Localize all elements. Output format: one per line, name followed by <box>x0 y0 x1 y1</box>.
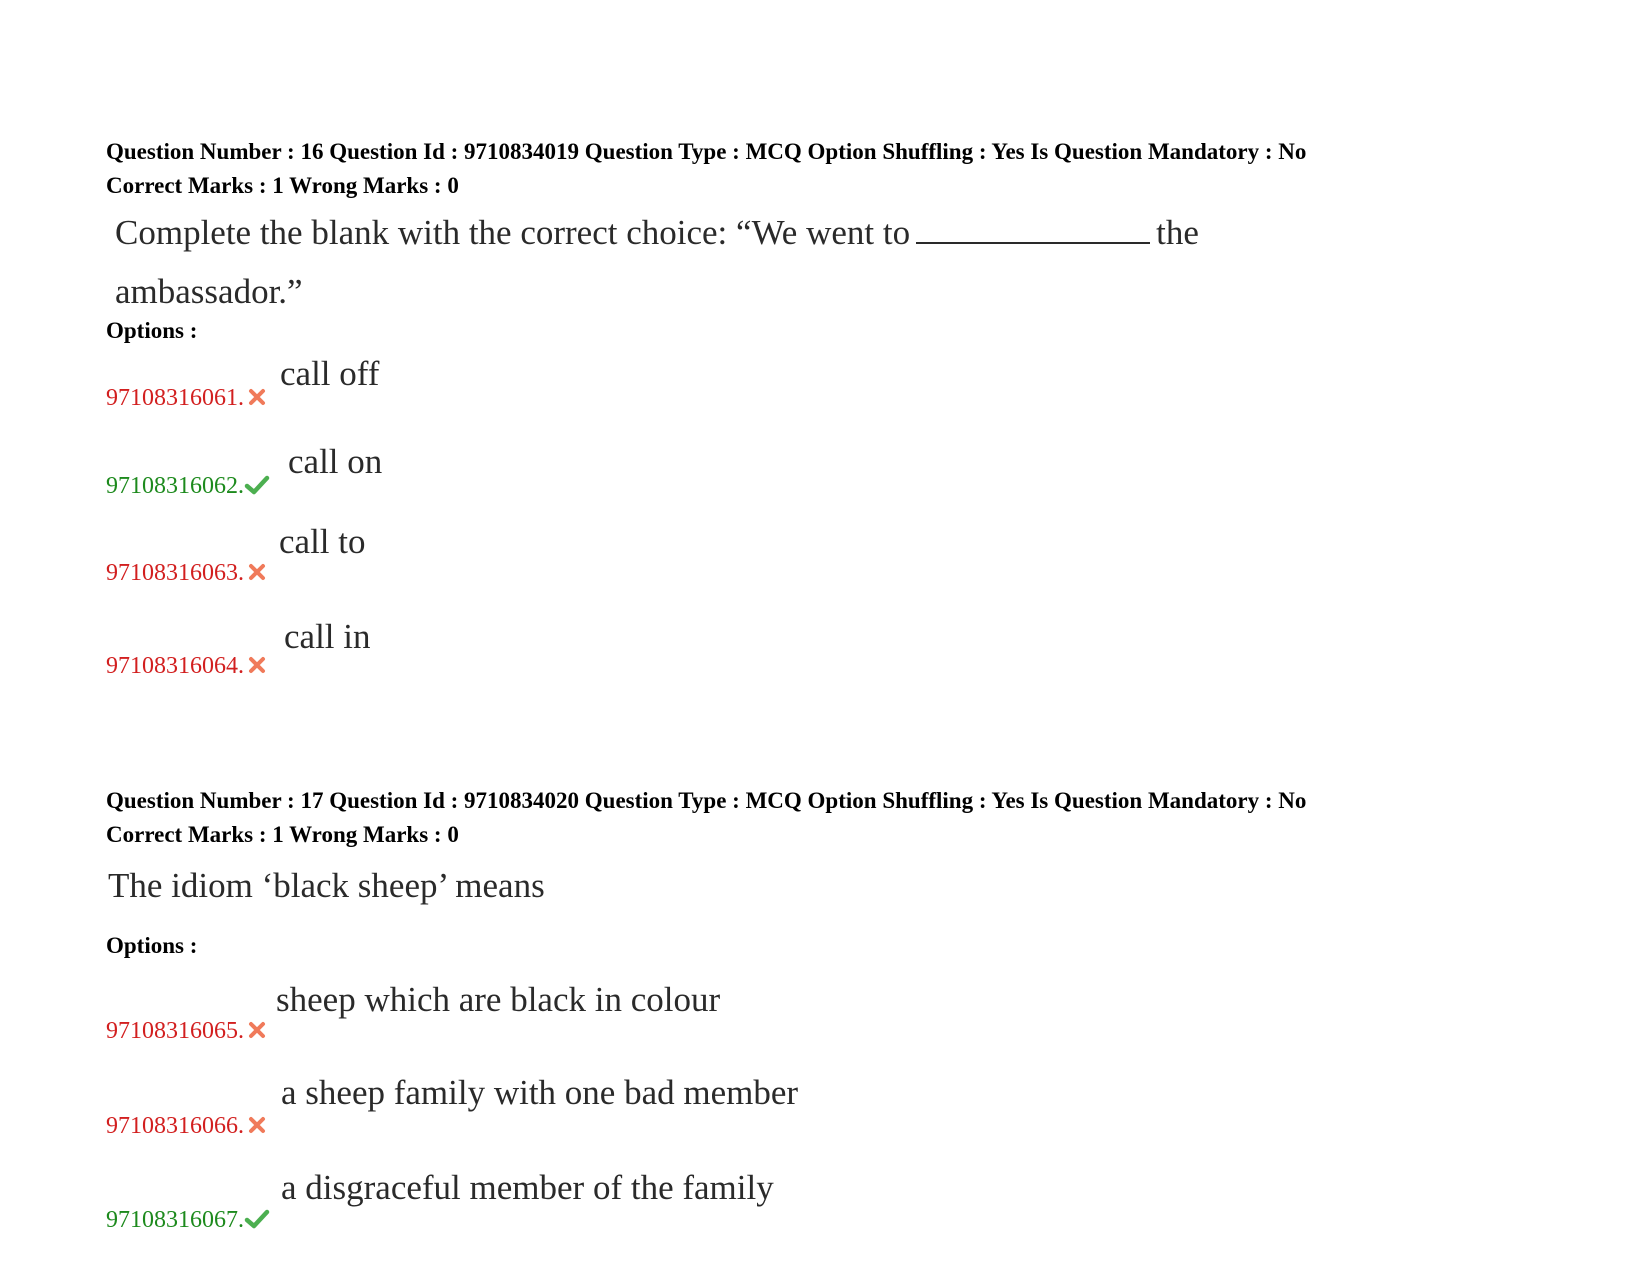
marks-meta-line: Correct Marks : 1 Wrong Marks : 0 <box>106 173 459 198</box>
option-row[interactable] <box>106 522 1006 587</box>
question-text-continued: ambassador.” <box>115 272 303 311</box>
option-id: 97108316063. <box>106 560 244 586</box>
question-header <box>106 784 1306 852</box>
option-text: call in <box>284 617 371 656</box>
question-meta-line: Question Number : 16 Question Id : 9710834019 Question Type : MCQ Option Shuffling : Yes Is Question Mandatory : No <box>106 139 1307 164</box>
option-text: call off <box>280 354 380 393</box>
option-row[interactable] <box>106 352 1006 412</box>
option-id: 97108316062. <box>106 473 244 499</box>
option-id: 97108316065. <box>106 1018 244 1044</box>
option-row[interactable] <box>106 1168 1006 1234</box>
option-id: 97108316064. <box>106 653 244 679</box>
option-id: 97108316066. <box>106 1113 244 1139</box>
option-row[interactable] <box>106 980 1006 1045</box>
check-icon <box>244 474 270 496</box>
question-header <box>106 135 1306 203</box>
check-icon <box>244 1208 270 1230</box>
cross-icon <box>246 386 268 408</box>
cross-icon <box>246 654 268 676</box>
option-text: sheep which are black in colour <box>276 980 721 1019</box>
option-row[interactable] <box>106 1073 1006 1140</box>
cross-icon <box>246 1019 268 1041</box>
question-text-part: the <box>1156 213 1199 252</box>
cross-icon <box>246 561 268 583</box>
marks-meta-line: Correct Marks : 1 Wrong Marks : 0 <box>106 822 459 847</box>
option-text: a sheep family with one bad member <box>281 1073 799 1112</box>
question-meta-line: Question Number : 17 Question Id : 9710834020 Question Type : MCQ Option Shuffling : Yes Is Question Mandatory : No <box>106 788 1307 813</box>
option-row[interactable] <box>106 440 1006 500</box>
options-label: Options : <box>106 933 198 958</box>
question-text-part: Complete the blank with the correct choice: “We went to <box>115 213 911 252</box>
answer-blank <box>916 212 1150 244</box>
cross-icon <box>246 1114 268 1136</box>
option-id: 97108316061. <box>106 385 244 411</box>
option-text: call on <box>288 442 383 481</box>
option-row[interactable] <box>106 617 1006 680</box>
option-id: 97108316067. <box>106 1207 244 1233</box>
option-text: a disgraceful member of the family <box>281 1168 774 1207</box>
question-text: The idiom ‘black sheep’ means <box>108 866 545 905</box>
options-label: Options : <box>106 318 198 343</box>
question-text <box>115 212 1199 253</box>
option-text: call to <box>279 522 366 561</box>
